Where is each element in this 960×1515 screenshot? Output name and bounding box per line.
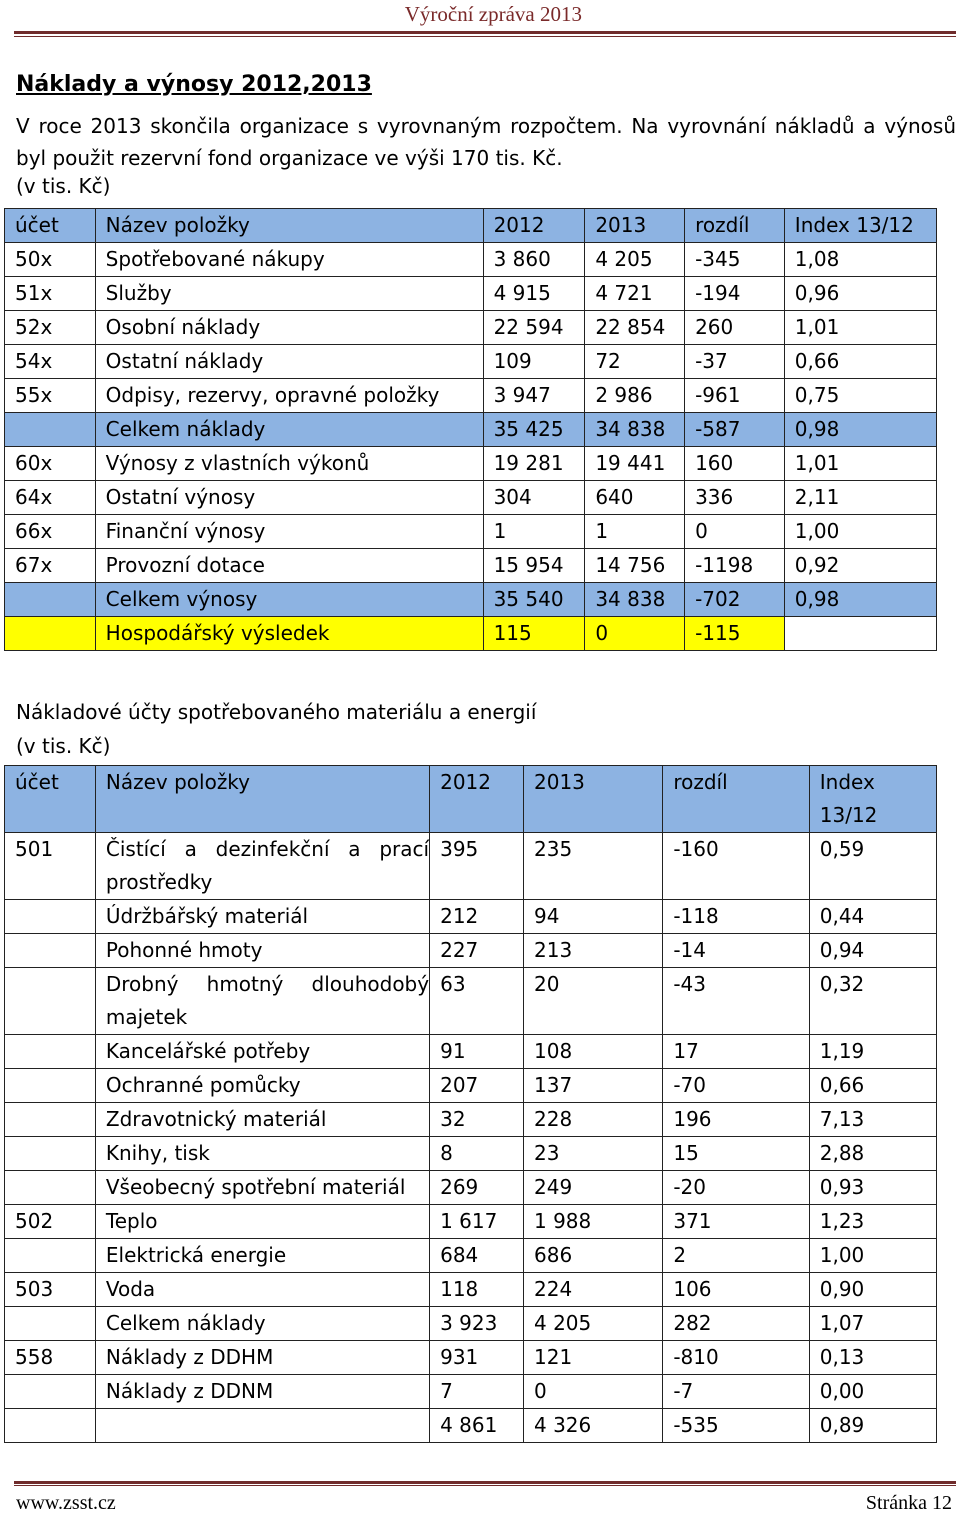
table-cell: 14 756 (585, 549, 685, 583)
footer-rule (14, 1481, 956, 1484)
table-cell: 94 (524, 900, 663, 934)
table-cell: 118 (430, 1273, 524, 1307)
table-cell: 4 205 (524, 1307, 663, 1341)
header-cell: rozdíl (663, 766, 809, 833)
table-row (5, 345, 937, 379)
table-cell: 684 (430, 1239, 524, 1273)
table-cell: 0,93 (809, 1171, 936, 1205)
table-cell (5, 900, 96, 934)
table-cell: 0 (685, 515, 785, 549)
table-cell: 51x (5, 277, 96, 311)
table-cell: -587 (685, 413, 785, 447)
table-cell: 1,08 (784, 243, 936, 277)
table-cell (5, 1239, 96, 1273)
unit-note: (v tis. Kč) (16, 174, 111, 198)
table-cell: Hospodářský výsledek (95, 617, 483, 651)
table-cell: Ochranné pomůcky (95, 1069, 429, 1103)
table-cell: -37 (685, 345, 785, 379)
table-cell: 0,96 (784, 277, 936, 311)
table-cell: 686 (524, 1239, 663, 1273)
table-cell: 17 (663, 1035, 809, 1069)
section-heading: Náklady a výnosy 2012,2013 (16, 72, 372, 97)
table-cell: 20 (524, 968, 663, 1035)
table-cell: 8 (430, 1137, 524, 1171)
table-row (5, 277, 937, 311)
table-row (5, 833, 937, 900)
table-row (5, 1341, 937, 1375)
table-cell: -20 (663, 1171, 809, 1205)
table-cell: 501 (5, 833, 96, 900)
table-row (5, 1273, 937, 1307)
material-costs-table (4, 765, 937, 1443)
table-cell: -14 (663, 934, 809, 968)
table-cell: 0,59 (809, 833, 936, 900)
header-cell: účet (5, 766, 96, 833)
table-row (5, 481, 937, 515)
table-cell: 3 860 (483, 243, 585, 277)
table-cell: 0,92 (784, 549, 936, 583)
table-cell: 32 (430, 1103, 524, 1137)
table-cell: 67x (5, 549, 96, 583)
table-cell: -7 (663, 1375, 809, 1409)
report-title: Výroční zpráva 2013 (404, 2, 582, 26)
table-cell: 336 (685, 481, 785, 515)
table-row (5, 413, 937, 447)
table-cell: Voda (95, 1273, 429, 1307)
footer-website: www.zsst.cz (16, 1492, 116, 1514)
table-cell: 64x (5, 481, 96, 515)
table-row (5, 379, 937, 413)
table-cell: 1,01 (784, 311, 936, 345)
table-header-row (5, 766, 937, 833)
table-cell: 640 (585, 481, 685, 515)
unit-note-2: (v tis. Kč) (16, 734, 111, 758)
table-cell: Celkem výnosy (95, 583, 483, 617)
table-cell: Finanční výnosy (95, 515, 483, 549)
table-cell (5, 1307, 96, 1341)
table-cell: 0,98 (784, 583, 936, 617)
table-cell: -70 (663, 1069, 809, 1103)
table-cell: 2 (663, 1239, 809, 1273)
table-cell: Teplo (95, 1205, 429, 1239)
table-cell: 260 (685, 311, 785, 345)
header-cell: 2012 (430, 766, 524, 833)
table-row (5, 549, 937, 583)
table-cell: 1,23 (809, 1205, 936, 1239)
table-row (5, 1307, 937, 1341)
table-row (5, 1205, 937, 1239)
table-cell: 0,44 (809, 900, 936, 934)
table-cell: Odpisy, rezervy, opravné položky (95, 379, 483, 413)
table-cell: 1,00 (784, 515, 936, 549)
table-row (5, 1103, 937, 1137)
table-cell: Drobný hmotný dlouhodobý majetek (95, 968, 429, 1035)
table-header-row (5, 209, 937, 243)
table-cell: 249 (524, 1171, 663, 1205)
table-cell (5, 583, 96, 617)
table-cell: Kancelářské potřeby (95, 1035, 429, 1069)
table-cell: -345 (685, 243, 785, 277)
table-cell: 121 (524, 1341, 663, 1375)
table-cell: Provozní dotace (95, 549, 483, 583)
table-cell: 15 954 (483, 549, 585, 583)
table-cell: 213 (524, 934, 663, 968)
table-row (5, 1239, 937, 1273)
table-cell: Celkem náklady (95, 1307, 429, 1341)
table-row (5, 447, 937, 481)
table-cell (5, 1069, 96, 1103)
table-cell: 91 (430, 1035, 524, 1069)
table-cell: 1,00 (809, 1239, 936, 1273)
table-cell: 4 915 (483, 277, 585, 311)
table-cell: 1 (483, 515, 585, 549)
table-cell: 4 721 (585, 277, 685, 311)
table-cell: 22 854 (585, 311, 685, 345)
table-cell: Údržbářský materiál (95, 900, 429, 934)
table-cell: 0,00 (809, 1375, 936, 1409)
table-cell (5, 968, 96, 1035)
table-cell: 0,75 (784, 379, 936, 413)
table-cell: Náklady z DDNM (95, 1375, 429, 1409)
table-cell: 0,98 (784, 413, 936, 447)
table-cell: 66x (5, 515, 96, 549)
table-cell: 63 (430, 968, 524, 1035)
table-cell: 19 281 (483, 447, 585, 481)
table-row (5, 1137, 937, 1171)
table-cell: 109 (483, 345, 585, 379)
table-cell: 4 326 (524, 1409, 663, 1443)
table-cell: 2 986 (585, 379, 685, 413)
table-cell: 2,88 (809, 1137, 936, 1171)
table-cell: 7 (430, 1375, 524, 1409)
table-cell: 502 (5, 1205, 96, 1239)
header-cell: Index 13/12 (809, 766, 936, 833)
table-cell: 3 923 (430, 1307, 524, 1341)
table-cell: 228 (524, 1103, 663, 1137)
table-cell: 22 594 (483, 311, 585, 345)
table-cell: -43 (663, 968, 809, 1035)
table-cell: 50x (5, 243, 96, 277)
table-cell: Spotřebované nákupy (95, 243, 483, 277)
table-cell: 1 (585, 515, 685, 549)
table-cell: 1,07 (809, 1307, 936, 1341)
table-row (5, 311, 937, 345)
table-cell: Osobní náklady (95, 311, 483, 345)
table-cell: 4 861 (430, 1409, 524, 1443)
table-cell: Čistící a dezinfekční a prací prostředky (95, 833, 429, 900)
table-row (5, 617, 937, 651)
table-cell: -160 (663, 833, 809, 900)
table-row (5, 968, 937, 1035)
header-cell: účet (5, 209, 96, 243)
table-cell: 55x (5, 379, 96, 413)
table-cell: Knihy, tisk (95, 1137, 429, 1171)
table-cell: -702 (685, 583, 785, 617)
table-row (5, 1171, 937, 1205)
table-cell: 115 (483, 617, 585, 651)
table-cell: 304 (483, 481, 585, 515)
header-cell: Název položky (95, 209, 483, 243)
table-cell (5, 934, 96, 968)
table-cell: 0,89 (809, 1409, 936, 1443)
table-cell: 371 (663, 1205, 809, 1239)
table-cell: Výnosy z vlastních výkonů (95, 447, 483, 481)
table-cell: 72 (585, 345, 685, 379)
table-cell: 3 947 (483, 379, 585, 413)
table-cell: 0,66 (809, 1069, 936, 1103)
table-cell: 0,90 (809, 1273, 936, 1307)
table-cell (5, 1137, 96, 1171)
material-section-heading: Nákladové účty spotřebovaného materiálu a energií (16, 700, 537, 724)
table-cell: 282 (663, 1307, 809, 1341)
table-cell: Náklady z DDHM (95, 1341, 429, 1375)
table-cell: 54x (5, 345, 96, 379)
table-cell: 15 (663, 1137, 809, 1171)
table-cell: 34 838 (585, 413, 685, 447)
table-cell: -961 (685, 379, 785, 413)
table-cell (5, 617, 96, 651)
table-cell: 35 425 (483, 413, 585, 447)
header-cell: 2012 (483, 209, 585, 243)
table-cell: 108 (524, 1035, 663, 1069)
table-cell: Ostatní výnosy (95, 481, 483, 515)
header-cell: Název položky (95, 766, 429, 833)
table-cell: 196 (663, 1103, 809, 1137)
table-cell: 35 540 (483, 583, 585, 617)
table-cell: Celkem náklady (95, 413, 483, 447)
table-cell: 207 (430, 1069, 524, 1103)
table-cell: 931 (430, 1341, 524, 1375)
table-cell: 23 (524, 1137, 663, 1171)
table-cell: 0 (585, 617, 685, 651)
table-cell: 7,13 (809, 1103, 936, 1137)
table-cell: 395 (430, 833, 524, 900)
table-cell: Zdravotnický materiál (95, 1103, 429, 1137)
table-cell: 60x (5, 447, 96, 481)
page-header (0, 0, 960, 36)
table-cell: 212 (430, 900, 524, 934)
page-number: Stránka 12 (865, 1492, 952, 1514)
header-cell: Index 13/12 (784, 209, 936, 243)
table-cell: 2,11 (784, 481, 936, 515)
table-cell (784, 617, 936, 651)
table-cell: 52x (5, 311, 96, 345)
table-cell: 1,19 (809, 1035, 936, 1069)
table-cell: 558 (5, 1341, 96, 1375)
table-row (5, 515, 937, 549)
table-cell: Služby (95, 277, 483, 311)
header-cell: 2013 (524, 766, 663, 833)
table-cell: 1,01 (784, 447, 936, 481)
table-row (5, 934, 937, 968)
table-cell: -1198 (685, 549, 785, 583)
table-cell: 0,13 (809, 1341, 936, 1375)
table-cell: 1 988 (524, 1205, 663, 1239)
table-cell: 137 (524, 1069, 663, 1103)
intro-paragraph: V roce 2013 skončila organizace s vyrovnaným rozpočtem. Na vyrovnání nákladů a výnosů byl použit rezervní fond organizace ve výši 170 tis. Kč. (16, 114, 956, 170)
table-cell: Pohonné hmoty (95, 934, 429, 968)
table-cell: 106 (663, 1273, 809, 1307)
table-cell: Ostatní náklady (95, 345, 483, 379)
table-cell: Elektrická energie (95, 1239, 429, 1273)
table-cell: Všeobecný spotřební materiál (95, 1171, 429, 1205)
table-row (5, 1035, 937, 1069)
table-cell: 0,66 (784, 345, 936, 379)
header-cell: rozdíl (685, 209, 785, 243)
table-cell: -194 (685, 277, 785, 311)
table-cell: 4 205 (585, 243, 685, 277)
table-cell: 235 (524, 833, 663, 900)
table-cell (5, 1375, 96, 1409)
table-cell: 34 838 (585, 583, 685, 617)
table-cell: 160 (685, 447, 785, 481)
table-cell (5, 1103, 96, 1137)
table-cell (5, 1409, 96, 1443)
table-cell: -810 (663, 1341, 809, 1375)
table-cell (5, 1035, 96, 1069)
table-row (5, 900, 937, 934)
table-row (5, 1409, 937, 1443)
header-cell: 2013 (585, 209, 685, 243)
table-cell: -118 (663, 900, 809, 934)
table-row (5, 583, 937, 617)
costs-revenues-table (4, 208, 937, 651)
footer-rule-thin (14, 1485, 956, 1486)
table-cell: 224 (524, 1273, 663, 1307)
table-cell: 227 (430, 934, 524, 968)
table-cell: 269 (430, 1171, 524, 1205)
table-row (5, 1069, 937, 1103)
table-cell (95, 1409, 429, 1443)
table-cell: -115 (685, 617, 785, 651)
table-cell (5, 413, 96, 447)
table-cell (5, 1171, 96, 1205)
header-rule (14, 31, 956, 34)
table-cell: 19 441 (585, 447, 685, 481)
table-cell: 503 (5, 1273, 96, 1307)
table-row (5, 243, 937, 277)
table-cell: 1 617 (430, 1205, 524, 1239)
table-cell: 0,94 (809, 934, 936, 968)
table-cell: 0 (524, 1375, 663, 1409)
table-cell: 0,32 (809, 968, 936, 1035)
header-rule-thin (14, 36, 956, 37)
table-cell: -535 (663, 1409, 809, 1443)
table-row (5, 1375, 937, 1409)
